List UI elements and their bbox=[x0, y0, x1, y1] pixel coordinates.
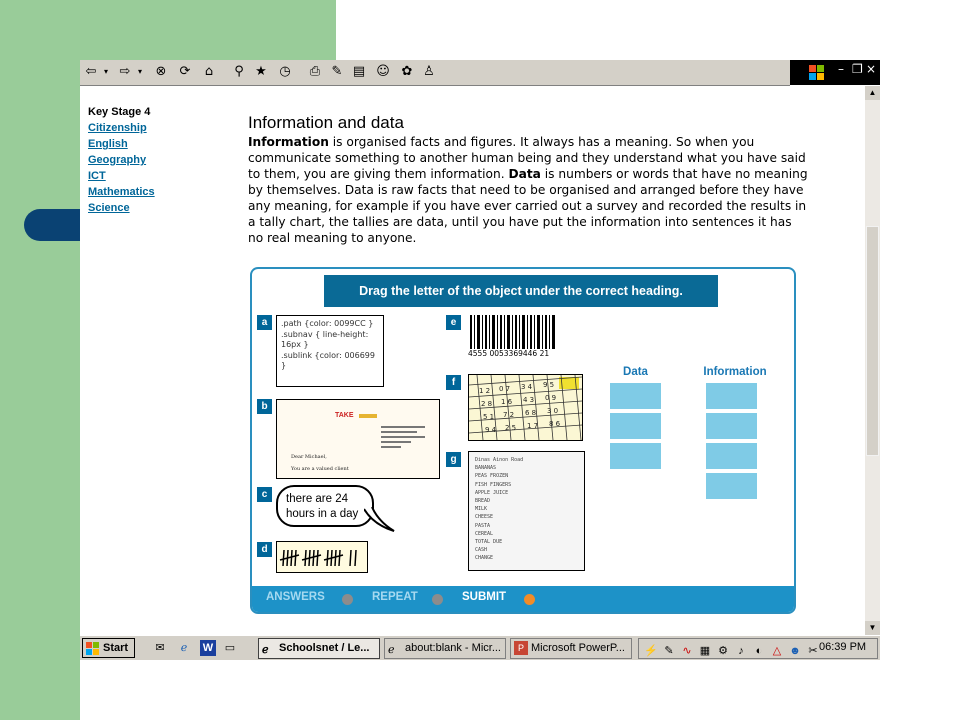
svg-text:7 2: 7 2 bbox=[503, 411, 515, 419]
scroll-down-icon[interactable]: ▼ bbox=[865, 621, 880, 635]
home-icon[interactable]: ⌂ bbox=[204, 64, 214, 79]
information-drop-zone[interactable] bbox=[706, 383, 757, 409]
windows-taskbar bbox=[80, 635, 880, 660]
nav-link-science[interactable]: Science bbox=[88, 202, 130, 214]
svg-text:3 4: 3 4 bbox=[521, 383, 533, 391]
object-e-barcode bbox=[468, 315, 560, 361]
object-c-speech-bubble: there are 24 hours in a day bbox=[276, 485, 374, 527]
svg-text:4 3: 4 3 bbox=[523, 396, 535, 404]
task-about-blank[interactable] bbox=[384, 638, 506, 659]
information-drop-zone[interactable] bbox=[706, 413, 757, 439]
messenger-icon[interactable]: ☻ bbox=[789, 645, 801, 657]
letter-body: You are a valued client bbox=[291, 466, 349, 472]
svg-text:5 1: 5 1 bbox=[483, 413, 495, 421]
task-label: about:blank - Micr... bbox=[405, 642, 501, 654]
browser-window-icon: ℯ bbox=[388, 644, 395, 656]
show-desktop-icon[interactable]: ▭ bbox=[224, 642, 236, 654]
slide-left-band bbox=[0, 0, 80, 720]
information-drop-zone[interactable] bbox=[706, 443, 757, 469]
answers-button[interactable]: ANSWERS bbox=[266, 591, 325, 603]
tray-app-icon[interactable]: △ bbox=[772, 645, 782, 657]
letter-f-tile[interactable]: f bbox=[446, 375, 461, 390]
stop-icon[interactable]: ⊗ bbox=[155, 64, 167, 79]
back-arrow-icon[interactable]: ⇦ bbox=[85, 64, 97, 79]
word-icon[interactable]: W bbox=[200, 640, 216, 656]
letter-e-tile[interactable]: e bbox=[446, 315, 461, 330]
letter-b-tile[interactable]: b bbox=[257, 399, 272, 414]
receipt-line: TOTAL DUE bbox=[475, 539, 503, 546]
nav-link-ict[interactable]: ICT bbox=[88, 170, 106, 182]
minimize-icon[interactable]: – bbox=[838, 62, 844, 76]
letter-a-tile[interactable]: a bbox=[257, 315, 272, 330]
outlook-icon[interactable]: ✉ bbox=[155, 642, 165, 654]
network-icon[interactable]: ▦ bbox=[699, 645, 711, 657]
web-page-content bbox=[80, 86, 865, 635]
history-icon[interactable]: ◷ bbox=[279, 64, 291, 79]
internet-explorer-icon[interactable]: ℯ bbox=[180, 642, 188, 654]
tray-app-icon[interactable]: ⚡ bbox=[644, 645, 658, 657]
refresh-icon[interactable]: ⟳ bbox=[179, 64, 191, 79]
receipt-line: CEREAL bbox=[475, 530, 494, 537]
svg-text:0 7: 0 7 bbox=[499, 385, 511, 393]
windows-flag-icon bbox=[86, 642, 100, 655]
data-column-heading: Data bbox=[623, 366, 648, 378]
tray-app-icon[interactable]: ⚙ bbox=[718, 645, 728, 657]
term-data: Data bbox=[508, 167, 541, 181]
address-line bbox=[381, 431, 417, 433]
paragraph-text-1: is organised facts and figures. It always has a meaning. So when you communicate something to another human being and they understand what you have said to them, you are giving them information. bbox=[248, 135, 806, 181]
windows-logo-icon bbox=[808, 64, 826, 81]
receipt-line: APPLE JUICE bbox=[475, 489, 509, 496]
vertical-scrollbar[interactable] bbox=[865, 86, 880, 635]
start-label: Start bbox=[103, 642, 129, 654]
svg-text:9 5: 9 5 bbox=[543, 381, 555, 389]
nav-link-geography[interactable]: Geography bbox=[88, 154, 147, 166]
slide-top-band bbox=[80, 0, 336, 60]
activity-instruction: Drag the letter of the object under the correct heading. bbox=[324, 275, 718, 307]
nav-link-citizenship[interactable]: Citizenship bbox=[88, 122, 147, 134]
receipt-line: Dinas Ainon Road bbox=[475, 457, 524, 463]
svg-text:2 8: 2 8 bbox=[481, 400, 493, 408]
address-line bbox=[381, 436, 425, 438]
receipt-line: PASTA bbox=[475, 522, 491, 529]
scroll-thumb[interactable] bbox=[866, 226, 879, 456]
forward-dropdown-icon[interactable]: ▾ bbox=[137, 67, 142, 76]
code-line: .subnav { line-height: 16px } bbox=[281, 329, 369, 349]
code-line: .path {color: 0099CC } bbox=[281, 319, 374, 328]
system-tray bbox=[638, 638, 878, 659]
intro-paragraph bbox=[248, 134, 808, 246]
letter-brand: TAKE bbox=[335, 412, 354, 419]
tray-app-icon[interactable]: ✂ bbox=[808, 645, 818, 657]
object-d-tally-chart bbox=[276, 541, 368, 573]
key-stage-heading: Key Stage 4 bbox=[88, 106, 151, 118]
letter-g-tile[interactable]: g bbox=[446, 452, 461, 467]
nav-link-english[interactable]: English bbox=[88, 138, 128, 150]
address-line bbox=[381, 446, 401, 448]
tray-app-icon[interactable]: ◐ bbox=[755, 645, 763, 657]
clock[interactable]: 06:39 PM bbox=[819, 641, 867, 653]
object-g-receipt bbox=[468, 451, 585, 571]
repeat-button[interactable]: REPEAT bbox=[372, 591, 418, 603]
nav-link-mathematics[interactable]: Mathematics bbox=[88, 186, 155, 198]
repeat-indicator-icon bbox=[432, 594, 443, 605]
svg-text:1 6: 1 6 bbox=[501, 398, 513, 406]
tools-icon[interactable]: ✿ bbox=[401, 64, 413, 79]
close-icon[interactable]: × bbox=[866, 62, 877, 76]
clipboard-icon[interactable]: ▤ bbox=[352, 64, 366, 79]
activity-footer bbox=[252, 586, 794, 612]
tally-marks-icon bbox=[277, 542, 367, 572]
task-powerpoint[interactable] bbox=[510, 638, 632, 659]
information-drop-zone[interactable] bbox=[706, 473, 757, 499]
receipt-line: PEAS FROZEN bbox=[475, 473, 509, 480]
submit-button[interactable]: SUBMIT bbox=[462, 591, 507, 603]
slide-accent-pill bbox=[24, 209, 80, 241]
data-drop-zone[interactable] bbox=[610, 443, 661, 469]
address-line bbox=[381, 441, 411, 443]
receipt-line: BANANAS bbox=[475, 465, 497, 472]
svg-text:0 9: 0 9 bbox=[545, 394, 557, 402]
svg-text:2 5: 2 5 bbox=[505, 424, 517, 432]
svg-text:1 7: 1 7 bbox=[527, 422, 539, 430]
back-dropdown-icon[interactable]: ▾ bbox=[103, 67, 108, 76]
screenshot-window bbox=[80, 60, 880, 660]
messenger-icon[interactable]: ☺ bbox=[376, 64, 390, 79]
object-a-code-snippet bbox=[276, 315, 384, 387]
letter-c-tile[interactable]: c bbox=[257, 487, 272, 502]
receipt-line: FISH FINGERS bbox=[475, 481, 512, 488]
letter-d-tile[interactable]: d bbox=[257, 542, 272, 557]
powerpoint-icon: P bbox=[514, 641, 528, 655]
svg-text:6 8: 6 8 bbox=[525, 409, 537, 417]
tray-app-icon[interactable]: ✎ bbox=[664, 645, 674, 657]
speech-bubble-tail-icon bbox=[364, 507, 398, 533]
term-information: Information bbox=[248, 135, 329, 149]
brand-swoosh bbox=[359, 414, 377, 418]
start-button[interactable] bbox=[82, 638, 135, 658]
data-drop-zone[interactable] bbox=[610, 383, 661, 409]
letter-greeting: Dear Michael, bbox=[291, 454, 327, 460]
receipt-line: CASH bbox=[475, 547, 488, 554]
information-column-heading: Information bbox=[703, 366, 767, 378]
browser-window-icon: ℯ bbox=[262, 644, 269, 656]
task-schoolsnet[interactable] bbox=[258, 638, 380, 659]
window-control-bar bbox=[790, 60, 880, 85]
submit-indicator-icon bbox=[524, 594, 535, 605]
tray-app-icon[interactable]: ∿ bbox=[682, 645, 692, 657]
volume-icon[interactable]: ♪ bbox=[738, 645, 744, 657]
page-title: Information and data bbox=[248, 113, 404, 132]
task-label: Microsoft PowerP... bbox=[531, 642, 625, 654]
svg-text:3 0: 3 0 bbox=[547, 407, 559, 415]
barcode-icon bbox=[468, 315, 560, 349]
answers-indicator-icon bbox=[342, 594, 353, 605]
svg-text:8 6: 8 6 bbox=[549, 420, 561, 428]
object-f-lottery-ticket bbox=[468, 374, 583, 441]
task-label: Schoolsnet / Le... bbox=[279, 642, 370, 654]
ticket-grid-icon bbox=[469, 375, 582, 440]
browser-toolbar bbox=[80, 60, 790, 86]
object-b-business-letter bbox=[276, 399, 440, 479]
forward-arrow-icon[interactable]: ⇨ bbox=[119, 64, 131, 79]
receipt-line: CHANGE bbox=[475, 555, 494, 562]
search-icon[interactable]: ⚲ bbox=[234, 64, 244, 79]
restore-icon[interactable]: ❐ bbox=[852, 62, 863, 76]
print-icon[interactable]: ⎙ bbox=[309, 64, 321, 79]
drag-drop-activity bbox=[250, 267, 796, 614]
svg-text:1 2: 1 2 bbox=[479, 387, 491, 395]
edit-icon[interactable]: ✎ bbox=[331, 64, 343, 79]
user-icon[interactable]: ♙ bbox=[423, 64, 435, 79]
receipt-line: MILK bbox=[475, 506, 488, 513]
barcode-number: 4555 0053369446 21 bbox=[468, 349, 550, 358]
scroll-up-icon[interactable]: ▲ bbox=[865, 86, 880, 100]
code-line: .sublink {color: 006699 } bbox=[281, 350, 375, 370]
receipt-line: BREAD bbox=[475, 498, 491, 505]
svg-text:9 4: 9 4 bbox=[485, 426, 497, 434]
receipt-line: CHEESE bbox=[475, 514, 494, 521]
favorites-icon[interactable]: ★ bbox=[255, 64, 267, 79]
address-line bbox=[381, 426, 425, 428]
paragraph-text-2: is numbers or words that have no meaning by themselves. Data is raw facts that need to be organised and arranged before they have any meaning, for example if you have ever carried out a survey and recorded the results in a tally chart, the tallies are data, until you have put the information into sentences it has no real meaning to anyone. bbox=[248, 167, 808, 245]
data-drop-zone[interactable] bbox=[610, 413, 661, 439]
